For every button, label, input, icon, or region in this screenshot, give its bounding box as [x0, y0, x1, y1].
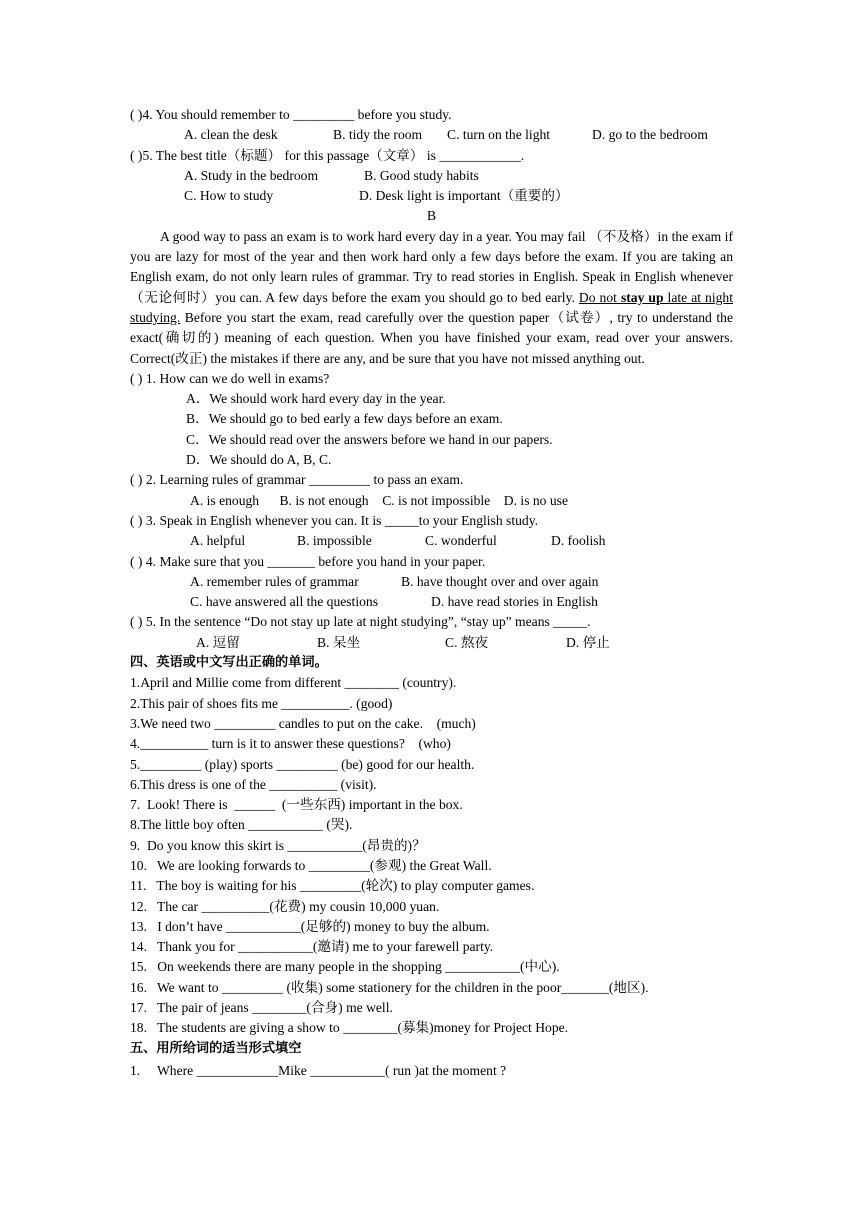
section-4-item: 8.The little boy often ___________ (哭).: [130, 817, 353, 833]
section-4-item: 14. Thank you for ___________(邀请) me to your farewell party.: [130, 939, 494, 955]
option-c: C. have answered all the questions: [190, 594, 378, 610]
option-b: B．We should go to bed early a few days before an exam.: [186, 411, 503, 427]
part-b-passage: [130, 227, 733, 369]
passage-underline-part1: Do not: [578, 289, 621, 305]
section-4-item: 3.We need two _________ candles to put on the cake. (much): [130, 715, 476, 731]
section-4-item: 7. Look! There is ______ (一些东西) important in the box.: [130, 797, 463, 813]
section-4-item: 4.__________ turn is it to answer these questions? (who): [130, 736, 451, 752]
question-a5-stem: ( )5. The best title（标题） for this passage（文章） is ____________.: [130, 147, 525, 163]
passage-text-1: A good way to pass an exam is to work hard every day in a year. You may fail （不及格）in the exam if you are lazy for most of the year and then work hard only a few days before the exam. If you are taking an English exam, do not only learn rules of grammar. Try to read stories in English. Speak in English whenever（无论何时）you can. A few days before the exam you should go to bed early.: [130, 228, 733, 305]
question-b4-options-row1: [130, 572, 733, 592]
option-d: D. go to the bedroom: [592, 127, 708, 143]
section-4-item: 15. On weekends there are many people in the shopping ___________(中心).: [130, 959, 560, 975]
passage-underline-part3: late at night studying.: [130, 289, 733, 325]
option-d: D．We should do A, B, C.: [186, 452, 332, 468]
option-a: A. 逗留: [196, 634, 240, 650]
question-b2-stem: ( ) 2. Learning rules of grammar _________ to pass an exam.: [130, 472, 464, 488]
question-b5-options: [130, 633, 733, 653]
section-4-item: 18. The students are giving a show to ________(募集)money for Project Hope.: [130, 1020, 569, 1036]
option-a: A. Study in the bedroom: [184, 167, 319, 183]
option-c: C. 熬夜: [445, 634, 489, 650]
section-4-item: 12. The car __________(花费) my cousin 10,000 yuan.: [130, 898, 440, 914]
section-4-item: 9. Do you know this skirt is ___________(昂贵的)？: [130, 837, 426, 853]
option-a: A. remember rules of grammar: [190, 573, 359, 589]
option-d: D. Desk light is important（重要的）: [359, 188, 569, 204]
passage-underline-bold: stay up: [620, 289, 664, 305]
section-4-item: 13. I don’t have ___________(足够的) money to buy the album.: [130, 918, 490, 934]
question-b3-options: [130, 531, 733, 551]
option-d: D. foolish: [551, 533, 606, 549]
option-b: B. have thought over and over again: [401, 573, 599, 589]
section-4-item: 2.This pair of shoes fits me __________. (good): [130, 695, 393, 711]
option-a: A．We should work hard every day in the year.: [186, 391, 446, 407]
option-d: D. 停止: [566, 634, 610, 650]
option-c: C. turn on the light: [447, 127, 551, 143]
question-b3-stem: ( ) 3. Speak in English whenever you can. It is _____to your English study.: [130, 512, 539, 528]
option-a: A. clean the desk: [184, 127, 278, 143]
question-b4-stem: ( ) 4. Make sure that you _______ before you hand in your paper.: [130, 553, 486, 569]
section-5-item: 1. Where ____________Mike ___________( run )at the moment ?: [130, 1062, 507, 1078]
option-b: B. 呆坐: [317, 634, 361, 650]
section-4-item: 11. The boy is waiting for his _________(轮次) to play computer games.: [130, 878, 535, 894]
section-4-item: 16. We want to _________ (收集) some stationery for the children in the poor_______(地区).: [130, 979, 649, 995]
passage-text-2: Before you start the exam, read carefully over the question paper（试卷）, try to understand the exact(确切的) meaning of each question. When you have finished your exam, read over your answers. Correct(改正) the mistakes if there are any, and be sure that you have not missed anything out.: [130, 309, 733, 366]
section-4-item: 6.This dress is one of the __________ (visit).: [130, 776, 377, 792]
part-b-label: B: [426, 208, 437, 224]
section-4-item: 10. We are looking forwards to _________(参观) the Great Wall.: [130, 857, 492, 873]
option-c: C. How to study: [184, 188, 274, 204]
question-b4-options-row2: [130, 592, 733, 612]
question-a5-options-row2: [130, 186, 733, 206]
option-b: B. Good study habits: [364, 167, 479, 183]
option-a: A. helpful: [190, 533, 246, 549]
option-c: C. wonderful: [425, 533, 497, 549]
question-b5-stem: ( ) 5. In the sentence “Do not stay up late at night studying”, “stay up” means _____.: [130, 614, 591, 630]
section-4-item: 1.April and Millie come from different ________ (country).: [130, 675, 457, 691]
option-b: B. impossible: [297, 533, 372, 549]
section-4-title: 四、英语或中文写出正确的单词。: [130, 655, 328, 671]
worksheet-page: [130, 105, 733, 1081]
question-a4-stem: ( )4. You should remember to _________ before you study.: [130, 107, 452, 122]
question-b2-options: A. is enough B. is not enough C. is not impossible D. is no use: [190, 492, 568, 508]
question-a5-options-row1: [130, 166, 733, 186]
question-b1-stem: ( ) 1. How can we do well in exams?: [130, 370, 330, 386]
section-4-item: 17. The pair of jeans ________(合身) me well.: [130, 1000, 393, 1016]
question-a4-options: [130, 125, 733, 145]
section-4-item: 5._________ (play) sports _________ (be) good for our health.: [130, 756, 475, 772]
option-b: B. tidy the room: [333, 127, 423, 143]
option-d: D. have read stories in English: [431, 594, 598, 610]
option-c: C．We should read over the answers before we hand in our papers.: [186, 431, 553, 447]
section-5-title: 五、用所给词的适当形式填空: [130, 1040, 302, 1056]
